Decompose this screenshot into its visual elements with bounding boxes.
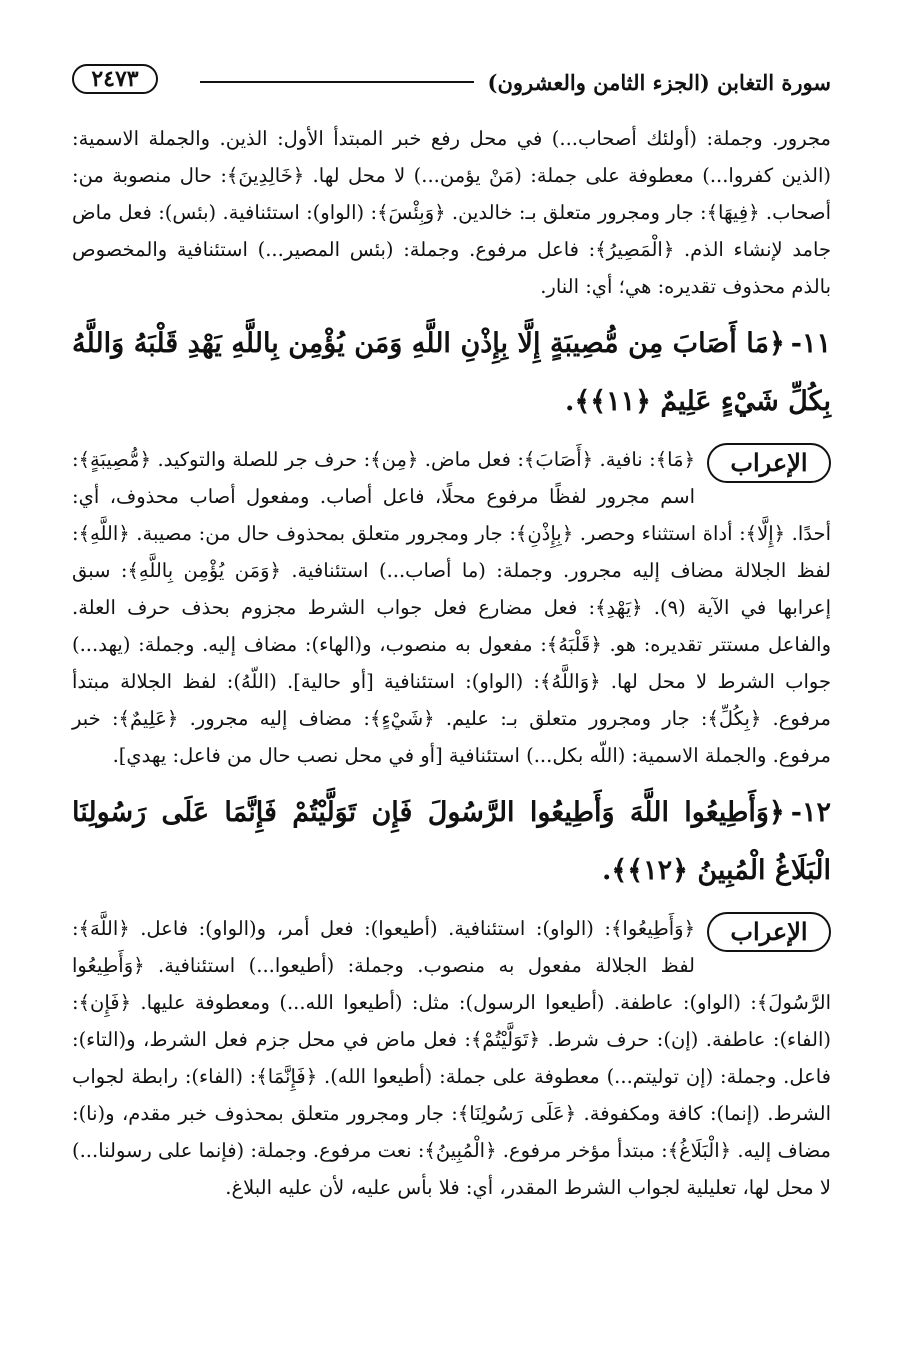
verse-12-number: ١٢- [790,797,831,828]
irab-badge-11: الإعراب [707,443,831,483]
irab-badge-12: الإعراب [707,912,831,952]
page-header [72,60,831,104]
verse-11 [72,315,831,431]
verse-12-text: ﴿وَأَطِيعُوا اللَّهَ وَأَطِيعُوا الرَّسُولَ فَإِن تَوَلَّيْتُمْ فَإِنَّمَا عَلَى رَسُولِنَا الْبَلَاغُ الْمُبِينُ ﴿١٢﴾﴾. [72,797,831,886]
verse-11-text: ﴿مَا أَصَابَ مِن مُّصِيبَةٍ إِلَّا بِإِذْنِ اللَّهِ وَمَن يُؤْمِن بِاللَّهِ يَهْدِ قَلْبَهُ وَاللَّهُ بِكُلِّ شَيْءٍ عَلِيمٌ ﴿١١﴾﴾. [72,328,831,417]
surah-header-title: سورة التغابن (الجزء الثامن والعشرون) [487,69,831,95]
verse-12 [72,784,831,900]
header-divider [200,81,474,83]
irab-section-12 [72,910,831,1206]
irab-11-text: ﴿مَا﴾: نافية. ﴿أَصَابَ﴾: فعل ماض. ﴿مِن﴾: حرف جر للصلة والتوكيد. ﴿مُّصِيبَةٍ﴾: اسم مجرور لفظًا مرفوع محلًا، فاعل أصاب. ومفعول أصاب محذوف، أي: أحدًا. ﴿إِلَّا﴾: أداة استثناء وحصر. ﴿بِإِذْنِ﴾: جار ومجرور متعلق بمحذوف حال من: مصيبة. ﴿اللَّهِ﴾: لفظ الجلالة مضاف إليه مجرور. وجملة: (ما أصاب...) استئنافية. ﴿وَمَن يُؤْمِن بِاللَّهِ﴾: سبق إعرابها في الآية (٩). ﴿يَهْدِ﴾: فعل مضارع فعل جواب الشرط مجزوم بحذف حرف العلة. والفاعل مستتر تقديره: هو. ﴿قَلْبَهُ﴾: مفعول به منصوب، و(الهاء): مضاف إليه. وجملة: (يهد...) جواب الشرط لا محل لها. ﴿وَاللَّهُ﴾: (الواو): استئنافية [أو حالية]. (اللّهُ): لفظ الجلالة مبتدأ مرفوع. ﴿بِكُلِّ﴾: جار ومجرور متعلق بـ: عليم. ﴿شَيْءٍ﴾: مضاف إليه مجرور. ﴿عَلِيمٌ﴾: خبر مرفوع. والجملة الاسمية: (اللّه بكل...) استئنافية [أو في محل نصب حال من فاعل: يهدي]. [72,448,831,767]
page-body [72,120,831,1206]
page-number-badge: ٢٤٧٣ [72,64,158,94]
irab-section-11 [72,441,831,774]
irab-12-text: ﴿وَأَطِيعُوا﴾: (الواو): استئنافية. (أطيعوا): فعل أمر، و(الواو): فاعل. ﴿اللَّهَ﴾: لفظ الجلالة مفعول به منصوب. وجملة: (أطيعوا...) استئنافية. ﴿وَأَطِيعُوا الرَّسُولَ﴾: (الواو): عاطفة. (أطيعوا الرسول): مثل: (أطيعوا الله...) ومعطوفة عليها. ﴿فَإِن﴾: (الفاء): عاطفة. (إن): حرف شرط. ﴿تَوَلَّيْتُمْ﴾: فعل ماض في محل جزم فعل الشرط، و(التاء): فاعل. وجملة: (إن توليتم...) معطوفة على جملة: (أطيعوا الله). ﴿فَإِنَّمَا﴾: (الفاء): رابطة لجواب الشرط. (إنما): كافة ومكفوفة. ﴿عَلَى رَسُولِنَا﴾: جار ومجرور متعلق بمحذوف خبر مقدم، و(نا): مضاف إليه. ﴿الْبَلَاغُ﴾: مبتدأ مؤخر مرفوع. ﴿الْمُبِينُ﴾: نعت مرفوع. وجملة: (فإنما على رسولنا...) لا محل لها، تعليلية لجواب الشرط المقدر، أي: فلا بأس عليه، لأن عليه البلاغ. [72,917,831,1199]
verse-11-number: ١١- [790,328,831,359]
intro-paragraph: مجرور. وجملة: (أولئك أصحاب...) في محل رفع خبر المبتدأ الأول: الذين. والجملة الاسمية: (الذين كفروا...) معطوفة على جملة: (مَنْ يؤمن...) لا محل لها. ﴿خَالِدِينَ﴾: حال منصوبة من: أصحاب. ﴿فِيهَا﴾: جار ومجرور متعلق بـ: خالدين. ﴿وَبِئْسَ﴾: (الواو): استئنافية. (بئس): فعل ماض جامد لإنشاء الذم. ﴿الْمَصِيرُ﴾: فاعل مرفوع. وجملة: (بئس المصير...) استئنافية والمخصوص بالذم محذوف تقديره: هي؛ أي: النار. [72,127,831,298]
